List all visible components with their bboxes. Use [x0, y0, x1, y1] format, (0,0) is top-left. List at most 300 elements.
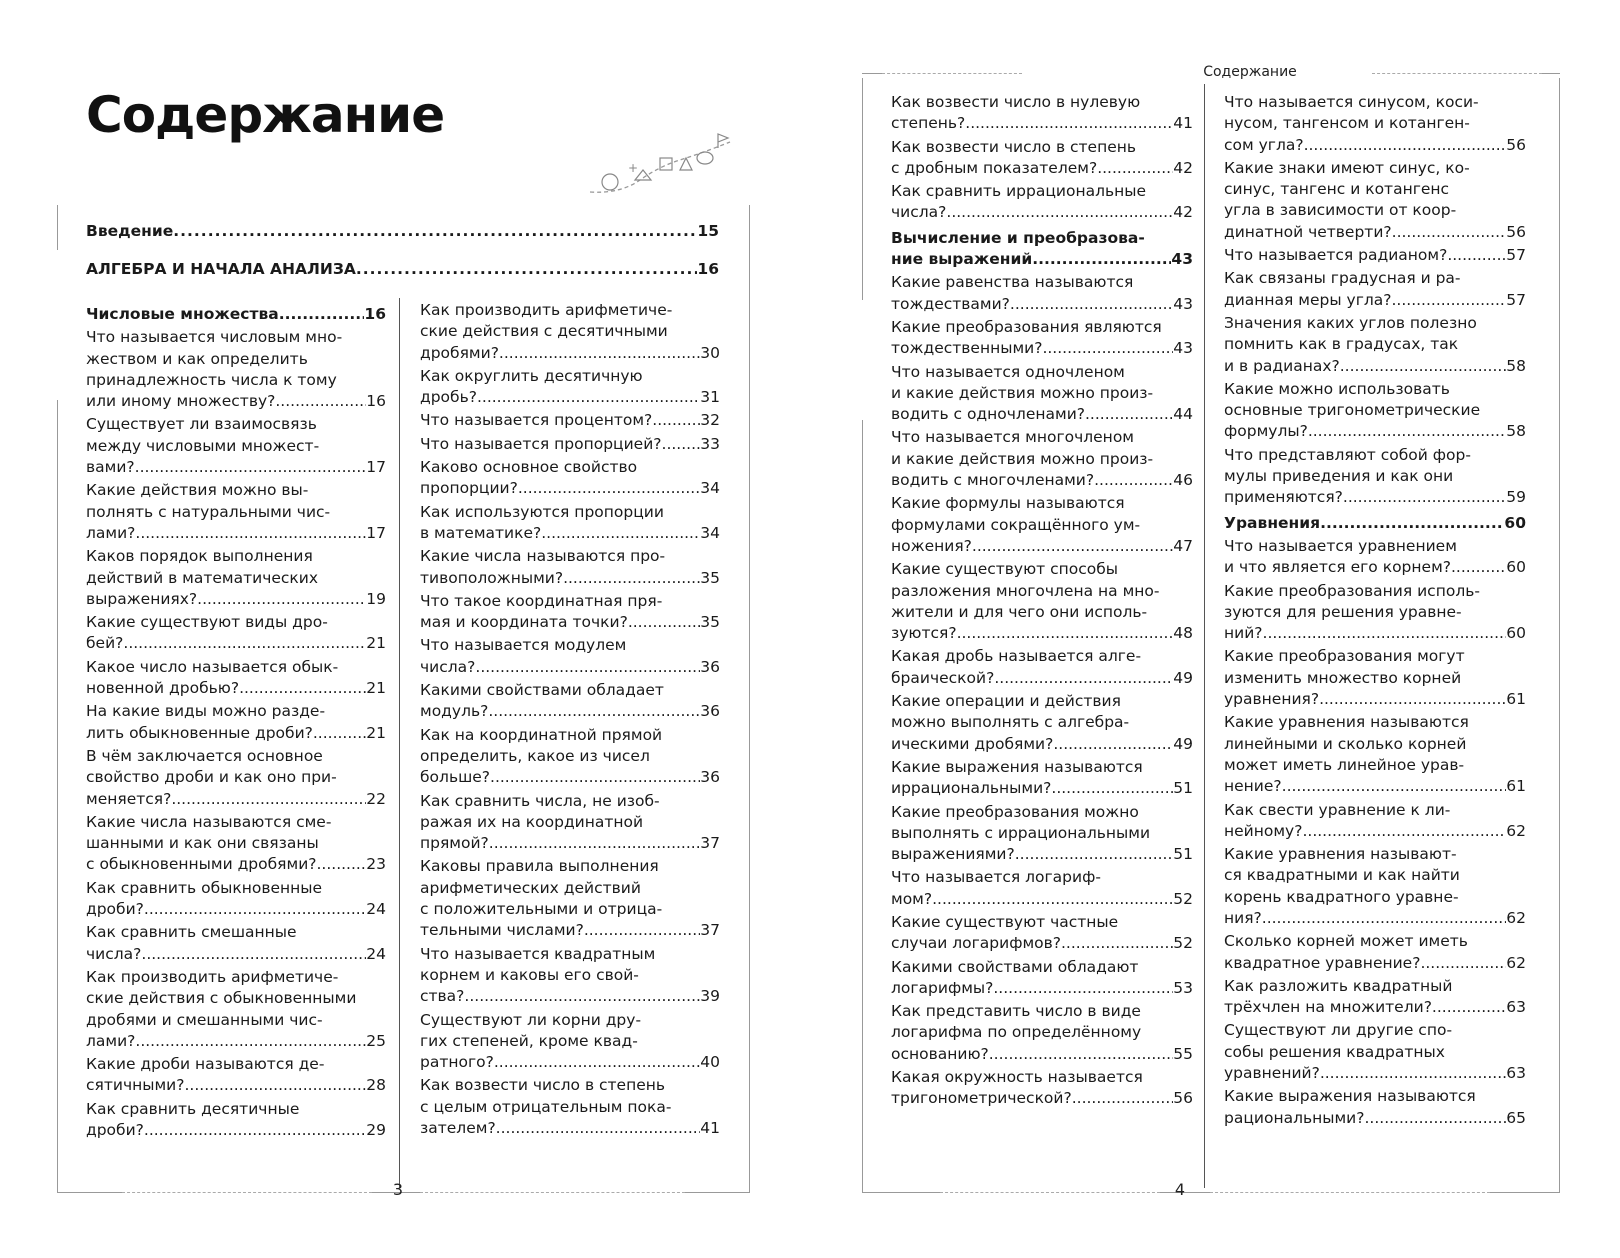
- toc-entry[interactable]: [1224, 931, 1526, 974]
- leader-dots: [197, 589, 366, 610]
- toc-entry-line: можно выполнять с алгебра-: [891, 713, 1130, 732]
- toc-entry-line: выполнять с иррациональными: [891, 823, 1151, 842]
- toc-page-number: 16: [364, 305, 386, 323]
- toc-entry-line: ний?: [1224, 624, 1263, 643]
- toc-entry-line: Что называется логариф-: [891, 868, 1101, 887]
- toc-entry-line: между числовыми множест-: [86, 436, 320, 455]
- toc-page-number: 47: [1173, 536, 1193, 555]
- toc-entry[interactable]: [420, 680, 720, 723]
- toc-entry-line: и какие действия можно произ-: [891, 449, 1154, 468]
- toc-entry[interactable]: [86, 1054, 386, 1097]
- toc-entry-line: Каково основное свойство: [420, 458, 638, 477]
- toc-entry[interactable]: [891, 493, 1193, 557]
- toc-entry[interactable]: [1224, 712, 1526, 797]
- toc-page-number: 24: [366, 900, 386, 919]
- toc-page-number: 28: [366, 1076, 386, 1095]
- toc-entry-line: Числовые множества: [86, 305, 279, 323]
- toc-entry[interactable]: [891, 559, 1193, 644]
- toc-column-2: [1224, 92, 1526, 1131]
- toc-section-heading[interactable]: [1224, 513, 1526, 534]
- toc-entry[interactable]: [1224, 1020, 1526, 1084]
- leader-dots: [1447, 245, 1506, 266]
- toc-entry-line: больше?: [420, 768, 491, 787]
- toc-entry-line: числа?: [420, 657, 476, 676]
- toc-entry[interactable]: [891, 427, 1193, 491]
- toc-page-number: 61: [1506, 777, 1526, 796]
- toc-entry-line: Какие уравнения называют-: [1224, 845, 1457, 864]
- toc-entry[interactable]: [1224, 646, 1526, 710]
- leader-dots: [932, 889, 1173, 910]
- leader-dots: [135, 457, 367, 478]
- toc-entry-line: зателем?: [420, 1118, 496, 1137]
- toc-entry-line: с целым отрицательным пока-: [420, 1097, 672, 1116]
- toc-page-number: 19: [366, 589, 386, 608]
- leader-dots: [477, 387, 700, 408]
- toc-entry-line: модуль?: [420, 702, 489, 721]
- toc-page-number: 52: [1173, 889, 1193, 908]
- toc-entry-line: дробь?: [420, 388, 477, 407]
- leader-dots: [1010, 294, 1173, 315]
- toc-entry-line: прямой?: [420, 834, 489, 853]
- toc-entry[interactable]: [1224, 268, 1526, 311]
- toc-entry[interactable]: [1224, 245, 1526, 266]
- leader-dots: [475, 657, 700, 678]
- toc-entry-line: Уравнения: [1224, 513, 1321, 532]
- toc-entry[interactable]: [86, 612, 386, 655]
- toc-column-2: [420, 300, 720, 1141]
- toc-entry-line: водить с одночленами?: [891, 405, 1085, 424]
- toc-entry[interactable]: [891, 867, 1193, 910]
- toc-entry-line: Как сравнить обыкновенные: [86, 878, 323, 897]
- toc-entry[interactable]: [891, 802, 1193, 866]
- leader-dots: [313, 723, 366, 744]
- toc-entry-line: тождествами?: [891, 294, 1010, 313]
- toc-entry[interactable]: [1224, 313, 1526, 377]
- toc-entry-line: определить, какое из чисел: [420, 746, 650, 765]
- toc-entry[interactable]: [420, 1010, 720, 1074]
- toc-entry-line: Как сравнить смешанные: [86, 923, 297, 942]
- toc-entry-line: Существует ли взаимосвязь: [86, 415, 317, 434]
- toc-entry-line: Сколько корней может иметь: [1224, 932, 1468, 951]
- toc-entry-line: бей?: [86, 634, 124, 653]
- toc-entry[interactable]: [891, 757, 1193, 800]
- toc-page-number: 42: [1173, 203, 1193, 222]
- toc-entry-line: гих степеней, кроме квад-: [420, 1031, 638, 1050]
- toc-entry[interactable]: [86, 746, 386, 810]
- toc-page-number: 36: [700, 768, 720, 787]
- toc-entry-line: Существуют ли другие спо-: [1224, 1021, 1453, 1040]
- page-title: Содержание: [86, 86, 445, 144]
- leader-dots: [1343, 487, 1506, 508]
- toc-entry[interactable]: [891, 1001, 1193, 1065]
- toc-entry[interactable]: [420, 546, 720, 589]
- toc-page-number: 57: [1506, 246, 1526, 265]
- leader-dots: [123, 633, 366, 654]
- toc-entry[interactable]: [1224, 800, 1526, 843]
- toc-page-number: 35: [700, 568, 720, 587]
- leader-dots: [957, 623, 1174, 644]
- toc-entry-line: синус, тангенс и котангенс: [1224, 180, 1450, 199]
- toc-entry-line: или иному множеству?: [86, 392, 276, 411]
- toc-entry-line: Что называется квадратным: [420, 944, 656, 963]
- toc-entry-line: Какие числа называются сме-: [86, 812, 332, 831]
- leader-dots: [496, 1118, 701, 1139]
- toc-entry[interactable]: [420, 502, 720, 545]
- toc-entry-line: ическими дробями?: [891, 734, 1054, 753]
- leader-dots: [317, 854, 367, 875]
- toc-entry-line: Какие можно использовать: [1224, 379, 1450, 398]
- toc-entry-line: нусом, тангенсом и котанген-: [1224, 114, 1470, 133]
- leader-dots: [628, 612, 700, 633]
- toc-entry[interactable]: [86, 922, 386, 965]
- toc-entry-line: ся квадратными и как найти: [1224, 866, 1460, 885]
- toc-entry-line: Как производить арифметиче-: [420, 301, 673, 319]
- toc-entry-line: Как разложить квадратный: [1224, 976, 1453, 995]
- toc-entry-line: Какие формулы называются: [891, 494, 1125, 513]
- leader-dots: [584, 920, 700, 941]
- toc-section-intro[interactable]: Введение ..... 15: [86, 222, 719, 240]
- toc-page-number: 37: [700, 921, 720, 940]
- leader-dots: [144, 899, 366, 920]
- toc-entry[interactable]: [420, 944, 720, 1008]
- leader-dots: [1320, 513, 1504, 534]
- toc-entry[interactable]: [891, 646, 1193, 689]
- leader-dots: [275, 391, 366, 412]
- toc-entry-line: Каков порядок выполнения: [86, 547, 313, 566]
- leader-dots: [1051, 778, 1173, 799]
- toc-entry-line: с обыкновенными дробями?: [86, 855, 317, 874]
- toc-page-number: 44: [1173, 405, 1193, 424]
- toc-page-number: 24: [366, 944, 386, 963]
- toc-page-number: 30: [700, 343, 720, 362]
- toc-entry[interactable]: [1224, 536, 1526, 579]
- toc-entry-line: вами?: [86, 458, 135, 477]
- toc-entry-line: Какие преобразования исполь-: [1224, 581, 1480, 600]
- toc-page-number: 61: [1506, 690, 1526, 709]
- leader-dots: [144, 1120, 366, 1141]
- toc-entry-line: Каковы правила выполнения: [420, 857, 659, 876]
- toc-entry[interactable]: [891, 272, 1193, 315]
- leader-dots: [1320, 1063, 1506, 1084]
- toc-entry-line: Какая окружность называется: [891, 1068, 1143, 1087]
- toc-entry-line: Как на координатной прямой: [420, 725, 663, 744]
- toc-entry-line: квадратное уравнение?: [1224, 953, 1421, 972]
- toc-page-number: 42: [1173, 158, 1193, 177]
- toc-entry[interactable]: [86, 546, 386, 610]
- toc-entry-line: трёхчлен на множители?: [1224, 998, 1432, 1017]
- toc-entry-line: Как производить арифметиче-: [86, 967, 339, 986]
- leader-dots: [1262, 908, 1507, 929]
- toc-entry-line: тригонометрической?: [891, 1089, 1072, 1108]
- toc-entry[interactable]: [420, 791, 720, 855]
- toc-entry-line: Какие существуют способы: [891, 560, 1119, 579]
- toc-entry-line: жители и для чего они исполь-: [891, 602, 1148, 621]
- toc-page-number: 46: [1173, 471, 1193, 490]
- toc-page-number: 60: [1506, 624, 1526, 643]
- toc-entry-line: Что называется модулем: [420, 636, 627, 655]
- toc-entry-line: корнем и каковы его свой-: [420, 965, 639, 984]
- toc-entry-line: разложения многочлена на мно-: [891, 581, 1160, 600]
- toc-entry[interactable]: [891, 957, 1193, 1000]
- toc-section-algebra[interactable]: АЛГЕБРА И НАЧАЛА АНАЛИЗА ..... 16: [86, 260, 719, 278]
- toc-entry-line: Что называется процентом?: [420, 411, 653, 430]
- toc-entry-line: Какие существуют частные: [891, 912, 1119, 931]
- toc-entry[interactable]: [420, 591, 720, 634]
- leader-dots: [488, 701, 700, 722]
- toc-entry[interactable]: [86, 327, 386, 412]
- toc-entry-line: угла в зависимости от коор-: [1224, 201, 1457, 220]
- toc-page-number: 43: [1173, 294, 1193, 313]
- toc-entry-line: Какие преобразования являются: [891, 317, 1162, 336]
- leader-dots: [464, 986, 700, 1007]
- toc-entry-line: с дробным показателем?: [891, 158, 1098, 177]
- leader-dots: [184, 1075, 366, 1096]
- toc-entry-line: мая и координата точки?: [420, 613, 628, 632]
- toc-entry-line: собы решения квадратных: [1224, 1042, 1445, 1061]
- toc-entry[interactable]: [86, 812, 386, 876]
- toc-entry-line: полнять с натуральными чис-: [86, 502, 331, 521]
- toc-entry-line: сом угла?: [1224, 135, 1304, 154]
- toc-page-number: 63: [1506, 1064, 1526, 1083]
- toc-entry-line: водить с многочленами?: [891, 471, 1095, 490]
- page-number: 3: [392, 1180, 404, 1199]
- toc-section-heading[interactable]: [891, 228, 1193, 271]
- toc-entry-line: Какие действия можно вы-: [86, 481, 309, 500]
- leader-dots: [541, 523, 700, 544]
- toc-entry[interactable]: [1224, 581, 1526, 645]
- leader-dots: [1282, 776, 1507, 797]
- toc-entry[interactable]: [891, 137, 1193, 180]
- toc-entry-line: ния?: [1224, 908, 1262, 927]
- toc-page-number: 32: [700, 411, 720, 430]
- toc-page-number: 52: [1173, 934, 1193, 953]
- toc-page-number: 23: [366, 855, 386, 874]
- toc-page-number: 41: [700, 1118, 720, 1137]
- toc-column-1: [86, 300, 386, 1143]
- toc-entry-line: В чём заключается основное: [86, 746, 323, 765]
- toc-entry[interactable]: [420, 366, 720, 409]
- toc-page-number: 49: [1173, 734, 1193, 753]
- toc-entry-line: и какие действия можно произ-: [891, 383, 1154, 402]
- toc-page-number: 17: [366, 458, 386, 477]
- toc-entry[interactable]: [891, 691, 1193, 755]
- toc-entry-line: Что называется пропорцией?: [420, 434, 662, 453]
- leader-dots: [662, 434, 701, 455]
- toc-entry-line: Как представить число в виде: [891, 1002, 1141, 1021]
- toc-entry-line: браической?: [891, 668, 995, 687]
- toc-page-number: 22: [366, 789, 386, 808]
- toc-entry-line: иррациональными?: [891, 779, 1052, 798]
- toc-entry-line: мулы приведения и как они: [1224, 467, 1454, 486]
- toc-entry-line: Как сравнить десятичные: [86, 1099, 300, 1118]
- toc-entry[interactable]: [891, 317, 1193, 360]
- toc-entry[interactable]: [1224, 92, 1526, 156]
- toc-entry-line: Какие преобразования могут: [1224, 647, 1465, 666]
- toc-entry-line: формулы?: [1224, 422, 1308, 441]
- toc-entry[interactable]: [891, 181, 1193, 224]
- toc-entry[interactable]: [420, 725, 720, 789]
- toc-entry-line: нейному?: [1224, 821, 1303, 840]
- toc-page-number: 62: [1506, 953, 1526, 972]
- toc-entry-line: принадлежность числа к тому: [86, 370, 337, 389]
- toc-entry[interactable]: [891, 912, 1193, 955]
- leader-dots: [1097, 158, 1173, 179]
- toc-entry-line: Как используются пропорции: [420, 502, 664, 521]
- toc-entry-line: сятичными?: [86, 1076, 185, 1095]
- toc-entry-line: Какие дроби называются де-: [86, 1055, 325, 1074]
- toc-page-number: 31: [700, 388, 720, 407]
- toc-page-number: 51: [1173, 779, 1193, 798]
- toc-entry-line: Какие равенства называются: [891, 273, 1134, 292]
- toc-entry-line: Как возвести число в нулевую: [891, 93, 1141, 111]
- toc-page-number: 53: [1173, 978, 1193, 997]
- column-divider: [399, 298, 400, 1188]
- leader-dots: [239, 678, 366, 699]
- toc-entry[interactable]: [420, 856, 720, 941]
- toc-page-number: 58: [1506, 422, 1526, 441]
- leader-dots: [1340, 356, 1507, 377]
- toc-entry[interactable]: [420, 434, 720, 455]
- toc-page-number: 16: [366, 392, 386, 411]
- toc-entry-line: основные тригонометрические: [1224, 401, 1481, 420]
- toc-entry-line: Вычисление и преобразова-: [891, 228, 1145, 247]
- leader-dots: [1302, 821, 1506, 842]
- toc-entry[interactable]: [86, 480, 386, 544]
- leader-dots: [1319, 689, 1506, 710]
- toc-entry[interactable]: [891, 362, 1193, 426]
- toc-entry-line: Какими свойствами обладают: [891, 957, 1139, 976]
- toc-entry[interactable]: [86, 414, 386, 478]
- toc-entry-line: Что называется одночленом: [891, 362, 1125, 381]
- toc-entry-line: степень?: [891, 114, 966, 133]
- toc-entry-line: Какие существуют виды дро-: [86, 613, 328, 632]
- leader-dots: [1392, 222, 1507, 243]
- toc-entry-line: может иметь линейное урав-: [1224, 755, 1465, 774]
- toc-entry-line: Какая дробь называется алге-: [891, 647, 1142, 666]
- leader-dots: [1061, 933, 1173, 954]
- toc-page-number: 37: [700, 834, 720, 853]
- leader-dots: [1053, 734, 1173, 755]
- toc-entry-line: Что представляют собой фор-: [1224, 445, 1471, 464]
- leader-dots: [135, 1031, 366, 1052]
- toc-entry-line: Какие выражения называются: [1224, 1087, 1476, 1106]
- toc-entry[interactable]: [420, 410, 720, 431]
- leader-dots: [135, 523, 366, 544]
- leader-dots: [1432, 997, 1506, 1018]
- toc-entry-line: ражая их на координатной: [420, 812, 644, 831]
- toc-entry-line: логарифмы?: [891, 978, 994, 997]
- leader-dots: [1304, 135, 1507, 156]
- toc-entry[interactable]: [1224, 158, 1526, 243]
- toc-page-number: 33: [700, 434, 720, 453]
- toc-entry[interactable]: [420, 300, 720, 364]
- toc-page-number: 65: [1506, 1108, 1526, 1127]
- toc-entry-line: тождественными?: [891, 339, 1043, 358]
- toc-entry-line: уравнений?: [1224, 1064, 1320, 1083]
- toc-entry-line: Что называется многочленом: [891, 428, 1134, 447]
- running-header: Содержание: [1203, 64, 1297, 80]
- toc-entry-line: лами?: [86, 523, 136, 542]
- toc-entry-line: дроби?: [86, 900, 144, 919]
- toc-entry[interactable]: [86, 967, 386, 1052]
- right-page: [810, 0, 1620, 1258]
- toc-entry[interactable]: [1224, 379, 1526, 443]
- toc-entry-line: меняется?: [86, 789, 172, 808]
- toc-page-number: 41: [1173, 114, 1193, 133]
- toc-entry-line: свойство дроби и как оно при-: [86, 768, 337, 787]
- leader-dots: [494, 1052, 700, 1073]
- toc-entry-line: лами?: [86, 1031, 136, 1050]
- toc-entry[interactable]: [86, 1099, 386, 1142]
- toc-entry[interactable]: [86, 657, 386, 700]
- leader-dots: [1015, 844, 1174, 865]
- column-divider: [1204, 84, 1205, 1188]
- toc-entry-line: зуются для решения уравне-: [1224, 602, 1462, 621]
- toc-entry-line: и что является его корнем?: [1224, 558, 1451, 577]
- toc-entry-line: числа?: [86, 944, 142, 963]
- toc-entry-line: Какие операции и действия: [891, 692, 1121, 711]
- toc-entry-line: Как возвести число в степень: [420, 1076, 666, 1095]
- toc-entry-line: логарифма по определённому: [891, 1023, 1142, 1042]
- toc-entry-line: шанными и как они связаны: [86, 834, 319, 853]
- toc-page-number: 58: [1506, 356, 1526, 375]
- toc-entry[interactable]: [891, 1067, 1193, 1110]
- toc-entry-line: зуются?: [891, 624, 957, 643]
- toc-entry-line: На какие виды можно разде-: [86, 702, 326, 721]
- toc-page-number: 60: [1504, 513, 1526, 532]
- leader-dots: [1263, 623, 1507, 644]
- toc-entry-line: Как возвести число в степень: [891, 137, 1137, 156]
- toc-page-number: 39: [700, 987, 720, 1006]
- leader-dots: [1451, 557, 1506, 578]
- toc-entry[interactable]: [1224, 844, 1526, 929]
- toc-entry[interactable]: [420, 457, 720, 500]
- toc-entry-line: арифметических действий: [420, 878, 641, 897]
- toc-page-number: 63: [1506, 998, 1526, 1017]
- toc-section-heading[interactable]: [86, 304, 386, 325]
- toc-entry-line: ратного?: [420, 1053, 494, 1072]
- leader-dots: [1072, 1088, 1174, 1109]
- toc-entry[interactable]: [86, 878, 386, 921]
- toc-entry-line: уравнения?: [1224, 690, 1320, 709]
- toc-entry[interactable]: [420, 635, 720, 678]
- leader-dots: [563, 568, 700, 589]
- leader-dots: [141, 944, 366, 965]
- toc-column-1: [891, 92, 1193, 1112]
- toc-entry-line: ние выражений: [891, 250, 1033, 269]
- leader-dots: [499, 343, 700, 364]
- leader-dots: [965, 113, 1173, 134]
- toc-entry[interactable]: [1224, 976, 1526, 1019]
- toc-page-number: 43: [1173, 339, 1193, 358]
- toc-entry-line: Что называется уравнением: [1224, 536, 1457, 555]
- toc-page-number: 21: [366, 679, 386, 698]
- toc-entry[interactable]: [86, 701, 386, 744]
- toc-entry-line: дробями и смешанными чис-: [86, 1010, 323, 1029]
- toc-entry-line: изменить множество корней: [1224, 668, 1462, 687]
- toc-entry-line: мом?: [891, 889, 933, 908]
- toc-page-number: 57: [1506, 290, 1526, 309]
- toc-entry-line: линейными и сколько корней: [1224, 734, 1467, 753]
- toc-entry[interactable]: [891, 92, 1193, 135]
- toc-entry[interactable]: [420, 1075, 720, 1139]
- toc-entry-line: Значения каких углов полезно: [1224, 313, 1477, 332]
- toc-entry-line: лить обыкновенные дроби?: [86, 723, 313, 742]
- toc-entry[interactable]: [1224, 1086, 1526, 1129]
- toc-entry-line: Существуют ли корни дру-: [420, 1010, 642, 1029]
- toc-entry[interactable]: [1224, 445, 1526, 509]
- toc-entry-line: и в радианах?: [1224, 356, 1340, 375]
